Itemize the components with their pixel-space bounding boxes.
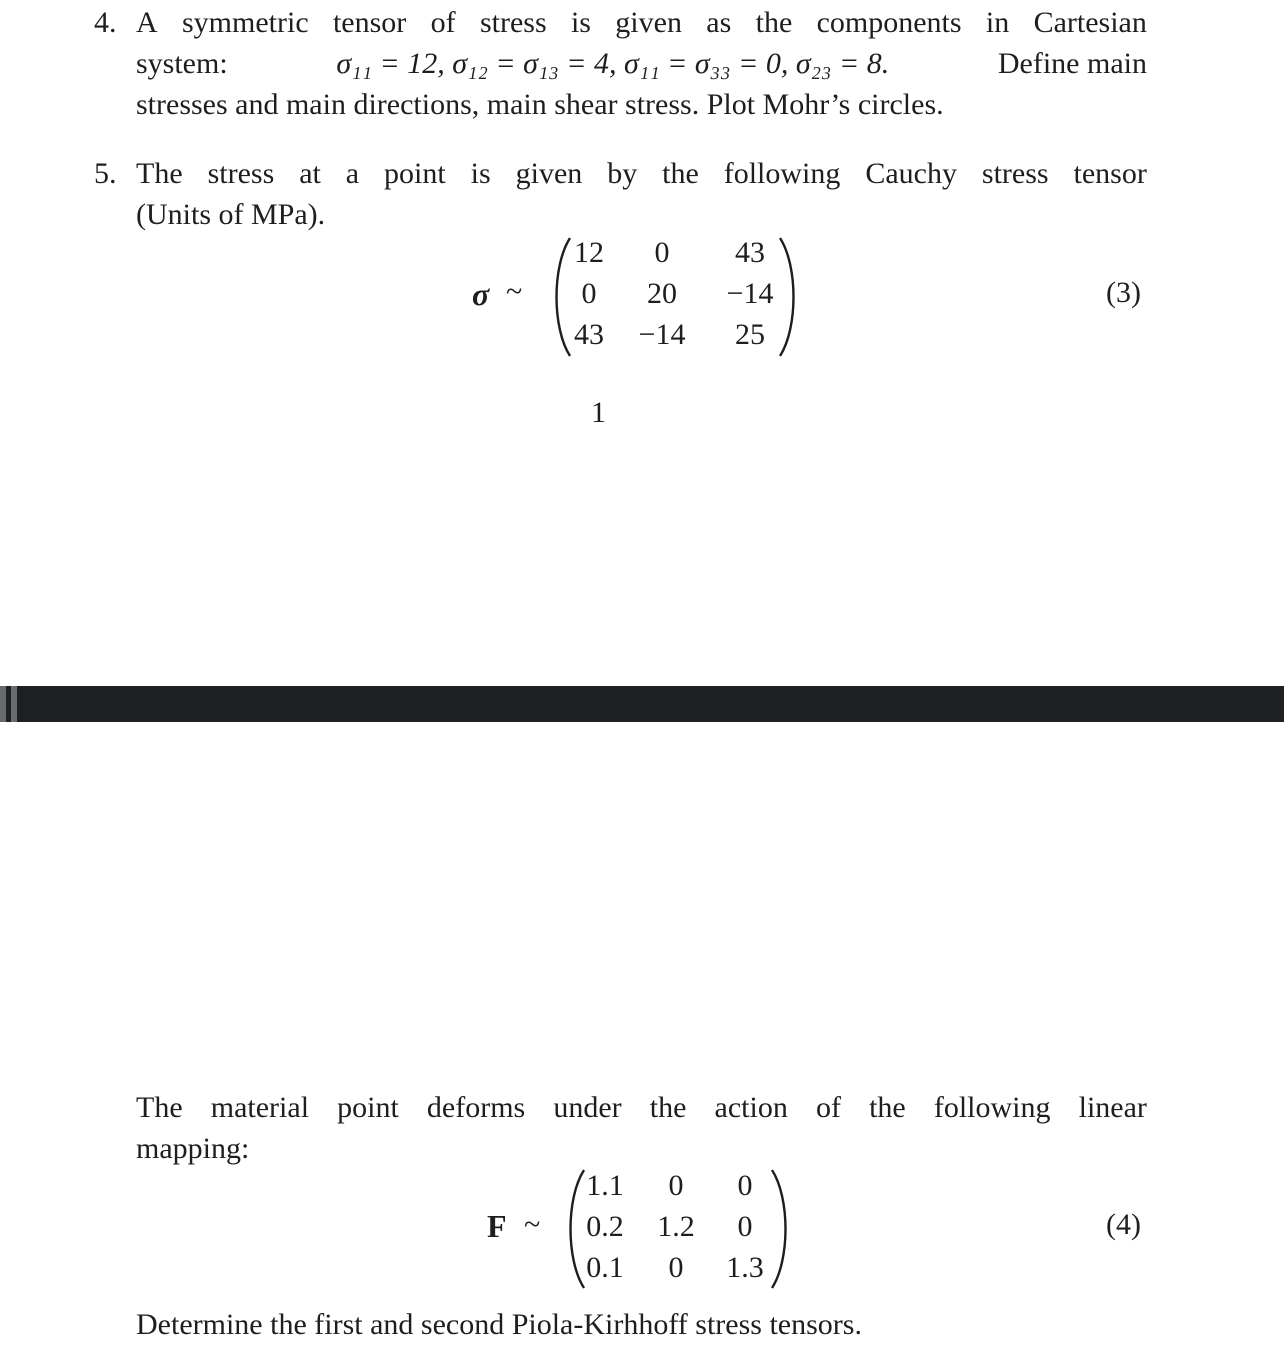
matrix-cell: 0: [581, 277, 597, 310]
matrix-cell: 0.1: [586, 1251, 624, 1284]
deformation-line-2: mapping:: [136, 1132, 250, 1165]
tilde-symbol: ~: [506, 275, 523, 308]
problem-4-line-3: stresses and main directions, main shear stress. Plot Mohr’s circles.: [136, 88, 944, 121]
matrix-cell: −14: [638, 318, 686, 351]
f-symbol: F: [487, 1208, 507, 1244]
deformation-line-1: The material point deforms under the action of the following linear: [136, 1091, 1147, 1124]
matrix-cell: −14: [726, 277, 774, 310]
matrix-cell: 43: [735, 236, 765, 269]
problem-5-line-2: (Units of MPa).: [136, 198, 326, 231]
problem-4-line-2: system: σ₁₁ = 12, σ₁₂ = σ₁₃ = 4, σ₁₁ = σ₃₃ = 0, σ₂₃ = 8. Define main: [136, 43, 1147, 84]
pdf-page-bottom: [0, 722, 1284, 1361]
problem-5-number: 5.: [94, 157, 117, 190]
matrix-cell: 12: [574, 236, 604, 269]
matrix-cell: 0: [668, 1251, 684, 1284]
page-separator: [0, 686, 1284, 722]
closing-sentence: Determine the first and second Piola-Kirhhoff stress tensors.: [136, 1308, 862, 1341]
matrix-cell: 0: [654, 236, 670, 269]
problem-4-number: 4.: [94, 6, 117, 39]
matrix-cell: 43: [574, 318, 604, 351]
matrix-cell: 20: [647, 277, 677, 310]
matrix-cell: 0.2: [586, 1210, 624, 1243]
page-number: 1: [591, 396, 606, 429]
matrix-cell: 1.1: [586, 1169, 624, 1202]
problem-5-line-1: The stress at a point is given by the following Cauchy stress tensor: [136, 157, 1147, 190]
stress-components-math: σ₁₁ = 12, σ₁₂ = σ₁₃ = 4, σ₁₁ = σ₃₃ = 0, σ₂₃ = 8.: [336, 47, 890, 80]
problem-4-line-1: A symmetric tensor of stress is given as the components in Cartesian: [136, 6, 1147, 39]
right-paren-icon: [770, 1168, 794, 1290]
matrix-cell: 0: [737, 1210, 753, 1243]
right-paren-icon: [778, 236, 802, 358]
tilde-symbol: ~: [524, 1208, 541, 1241]
matrix-cell: 25: [735, 318, 765, 351]
equation-number-3: (3): [1106, 276, 1141, 309]
equation-number-4: (4): [1106, 1208, 1141, 1241]
matrix-cell: 1.3: [726, 1251, 764, 1284]
matrix-cell: 0: [737, 1169, 753, 1202]
matrix-cell: 0: [668, 1169, 684, 1202]
sigma-symbol: σ: [472, 276, 490, 312]
matrix-cell: 1.2: [657, 1210, 695, 1243]
